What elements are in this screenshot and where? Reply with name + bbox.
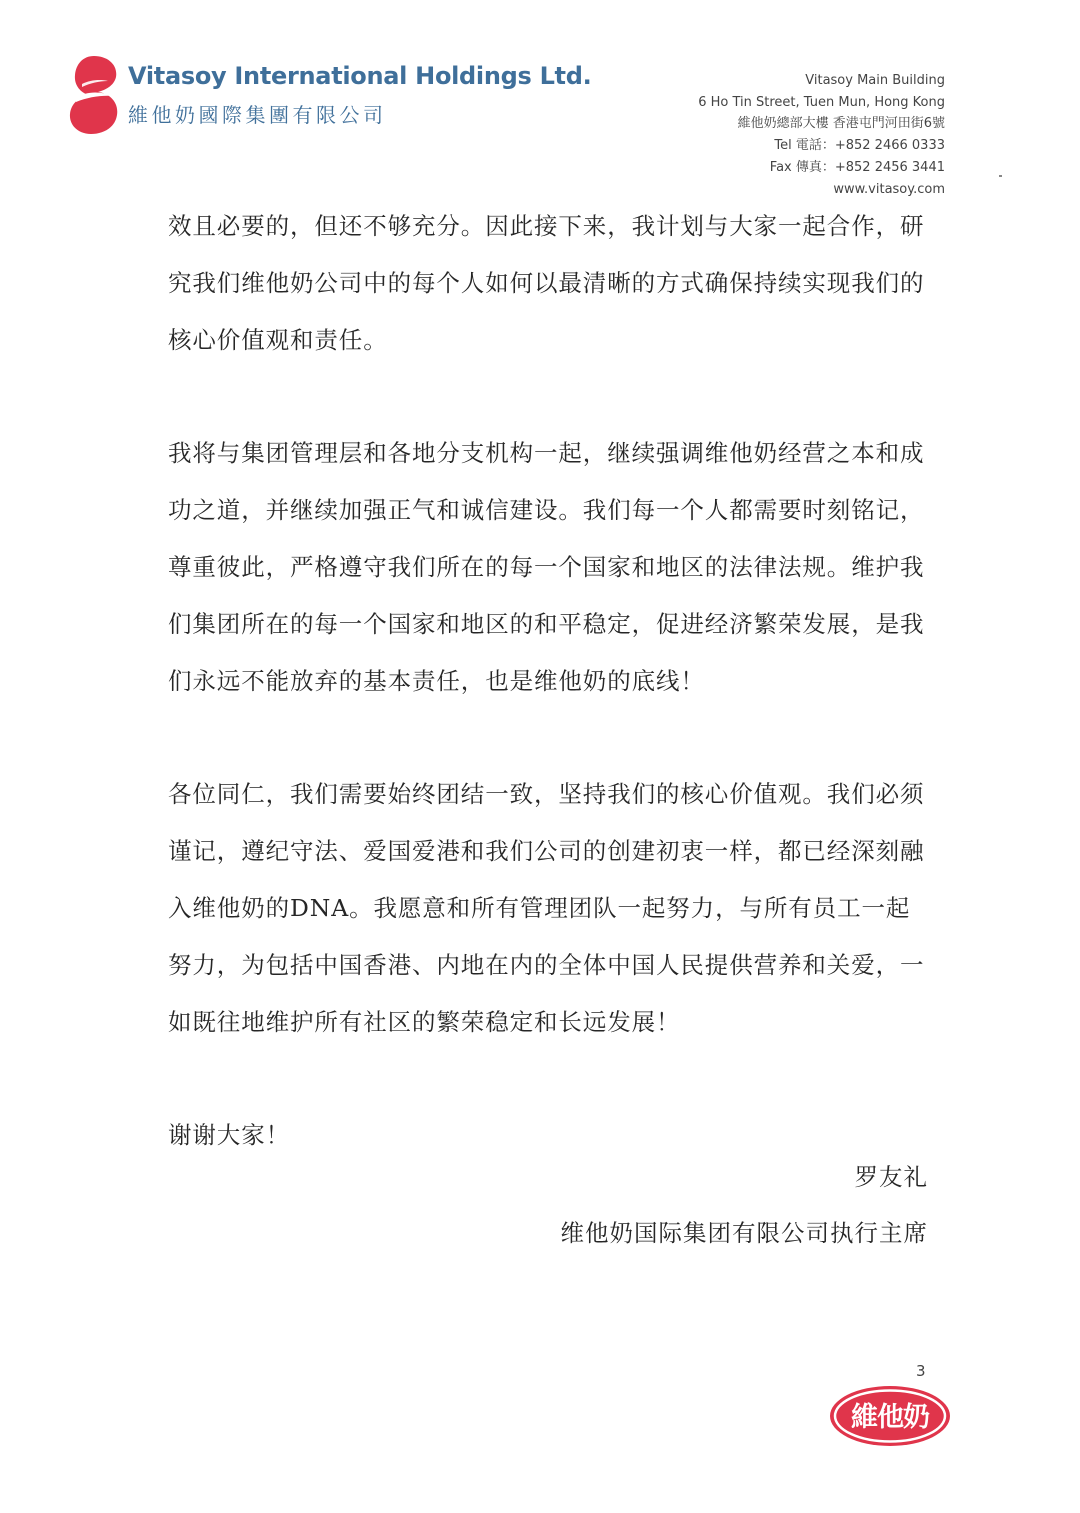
phone-line: Tel 電話：+852 2466 0333 <box>774 138 945 154</box>
signature-name: 罗友礼 <box>854 1163 928 1191</box>
fax-line: Fax 傳真：+852 2456 3441 <box>769 159 945 175</box>
address-line: Vitasoy Main Building <box>805 73 945 88</box>
company-name-en: Vitasoy International Holdings Ltd. <box>128 62 592 90</box>
vitasoy-logo-icon <box>68 54 120 136</box>
signature-title: 维他奶国际集团有限公司执行主席 <box>560 1219 928 1247</box>
closing-line: 谢谢大家！ <box>168 1121 290 1149</box>
address-block <box>698 70 945 200</box>
badge-text: 維他奶 <box>851 1402 929 1433</box>
company-name-zh: 維他奶國際集團有限公司 <box>128 103 387 127</box>
scan-speck <box>999 175 1002 177</box>
address-line: 維他奶總部大樓 香港屯門河田街6號 <box>737 116 945 132</box>
body-paragraph: 各位同仁，我们需要始终团结一致，坚持我们的核心价值观。我们必须谨记，遵纪守法、爱国爱港和我们公司的创建初衷一样，都已经深刻融入维他奶的DNA。我愿意和所有管理团队一起努力，与所有员工一起努力，为包括中国香港、内地在内的全体中国人民提供营养和关爱，一如既往地维护所有社区的繁荣稳定和长远发展！ <box>168 780 925 1036</box>
address-line: 6 Ho Tin Street, Tuen Mun, Hong Kong <box>698 94 945 110</box>
website-line: www.vitasoy.com <box>833 181 945 197</box>
body-paragraph: 效且必要的，但还不够充分。因此接下来，我计划与大家一起合作，研究我们维他奶公司中的每个人如何以最清晰的方式确保持续实现我们的核心价值观和责任。 <box>168 212 925 354</box>
letter-body <box>168 198 928 1164</box>
body-paragraph: 我将与集团管理层和各地分支机构一起，继续强调维他奶经营之本和成功之道，并继续加强正气和诚信建设。我们每一个人都需要时刻铭记，尊重彼此，严格遵守我们所在的每一个国家和地区的法律法规。维护我们集团所在的每一个国家和地区的和平稳定，促进经济繁荣发展，是我们永远不能放弃的基本责任，也是维他奶的底线！ <box>168 439 925 695</box>
page-number: 3 <box>916 1362 926 1380</box>
vitasoy-badge-icon <box>828 1384 952 1448</box>
